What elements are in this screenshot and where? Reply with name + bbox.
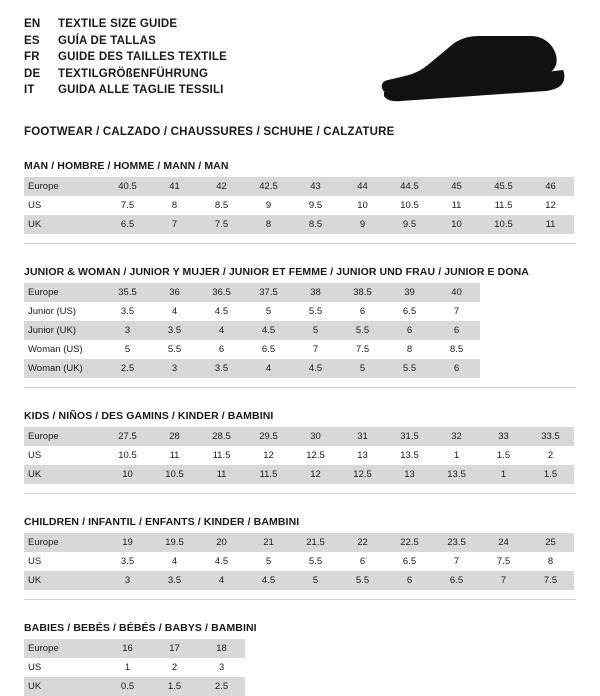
size-table-babies (24, 639, 245, 696)
cell: 12 (545, 200, 556, 211)
cell: 1 (453, 450, 460, 461)
cell: 11 (527, 215, 574, 234)
row-label: UK (24, 677, 104, 696)
cell: 13 (386, 465, 433, 484)
table-row (24, 283, 480, 302)
cell: 5 (292, 321, 339, 340)
divider (24, 387, 576, 388)
size-table-kids (24, 427, 574, 484)
cell: 18 (198, 639, 245, 658)
cell: 41 (151, 177, 198, 196)
cell: 5 (265, 556, 272, 567)
cell: 8.5 (449, 344, 464, 355)
cell: 10.5 (400, 200, 419, 211)
row-label: US (28, 556, 42, 567)
language-code: IT (24, 84, 35, 96)
cell: 10 (104, 465, 151, 484)
language-row (24, 16, 227, 33)
cell: 44.5 (386, 177, 433, 196)
cell: 13.5 (400, 450, 419, 461)
cell: 3 (218, 662, 225, 673)
cell: 6 (386, 571, 433, 590)
cell: 24 (480, 533, 527, 552)
size-table-children (24, 533, 574, 590)
cell: 6.5 (402, 556, 417, 567)
cell: 8 (406, 344, 413, 355)
table-row (24, 677, 245, 696)
row-label: Junior (UK) (24, 321, 104, 340)
table-row (24, 359, 480, 378)
language-title: GUIDE DES TAILLES TEXTILE (58, 51, 227, 63)
row-label: Europe (24, 283, 104, 302)
cell: 10.5 (151, 465, 198, 484)
row-label: Europe (24, 639, 104, 658)
dress-shoe-icon (381, 30, 566, 108)
language-code: ES (24, 34, 40, 47)
divider (24, 493, 576, 494)
cell: 12.5 (339, 465, 386, 484)
row-label: Woman (UK) (24, 359, 104, 378)
cell: 6.5 (433, 571, 480, 590)
cell: 4.5 (214, 306, 229, 317)
size-group-man (24, 160, 576, 244)
cell: 4.5 (245, 321, 292, 340)
cell: 16 (104, 639, 151, 658)
table-row (24, 340, 480, 359)
language-title: GUÍA DE TALLAS (58, 34, 156, 47)
table-row (24, 571, 574, 590)
cell: 13 (357, 450, 368, 461)
row-label: UK (24, 465, 104, 484)
cell: 7.5 (120, 200, 135, 211)
cell: 1.5 (151, 677, 198, 696)
cell: 4 (171, 556, 178, 567)
cell: 7 (453, 556, 460, 567)
cell: 3.5 (151, 321, 198, 340)
cell: 0.5 (104, 677, 151, 696)
table-row (24, 177, 574, 196)
cell: 36 (151, 283, 198, 302)
cell: 46 (527, 177, 574, 196)
cell: 5.5 (386, 359, 433, 378)
cell: 22 (339, 533, 386, 552)
cell: 5 (292, 571, 339, 590)
cell: 29.5 (245, 427, 292, 446)
size-table-man (24, 177, 574, 234)
cell: 40 (433, 283, 480, 302)
cell: 2 (171, 662, 178, 673)
size-group-children (24, 516, 576, 600)
cell: 2 (547, 450, 554, 461)
cell: 17 (151, 639, 198, 658)
size-group-babies (24, 622, 576, 696)
cell: 36.5 (198, 283, 245, 302)
cell: 11.5 (494, 200, 513, 211)
table-row (24, 446, 574, 465)
size-group-junior-woman (24, 266, 576, 388)
cell: 9.5 (386, 215, 433, 234)
cell: 11 (198, 465, 245, 484)
group-title: BABIES / BEBÉS / BÉBÉS / BABYS / BAMBINI (24, 622, 257, 634)
cell: 33.5 (527, 427, 574, 446)
table-row (24, 658, 245, 677)
cell: 27.5 (104, 427, 151, 446)
cell: 4 (171, 306, 178, 317)
cell: 4 (245, 359, 292, 378)
language-row (24, 66, 227, 83)
cell: 5.5 (339, 321, 386, 340)
cell: 4.5 (214, 556, 229, 567)
cell: 42.5 (245, 177, 292, 196)
cell: 4 (198, 321, 245, 340)
group-title: KIDS / NIÑOS / DES GAMINS / KINDER / BAMBINI (24, 410, 274, 422)
table-row (24, 215, 574, 234)
cell: 28.5 (198, 427, 245, 446)
row-label: Europe (24, 177, 104, 196)
cell: 21.5 (292, 533, 339, 552)
cell: 3.5 (120, 306, 135, 317)
cell: 13.5 (433, 465, 480, 484)
cell: 7.5 (496, 556, 511, 567)
size-table-junior-woman (24, 283, 480, 378)
page-title: FOOTWEAR / CALZADO / CHAUSSURES / SCHUHE / CALZATURE (24, 126, 395, 138)
cell: 9.5 (308, 200, 323, 211)
cell: 1.5 (527, 465, 574, 484)
cell: 5 (265, 306, 272, 317)
table-row (24, 196, 574, 215)
language-title: TEXTILGRÖßENFÜHRUNG (58, 67, 209, 80)
cell: 5 (124, 344, 131, 355)
cell: 6.5 (104, 215, 151, 234)
cell: 11 (451, 200, 462, 211)
group-title: CHILDREN / INFANTIL / ENFANTS / KINDER / BAMBINI (24, 516, 300, 528)
cell: 20 (198, 533, 245, 552)
cell: 31 (339, 427, 386, 446)
cell: 10 (433, 215, 480, 234)
cell: 7 (151, 215, 198, 234)
table-row (24, 302, 480, 321)
cell: 8 (171, 200, 178, 211)
cell: 5.5 (308, 556, 323, 567)
table-row (24, 427, 574, 446)
cell: 6 (433, 321, 480, 340)
cell: 10 (357, 200, 368, 211)
cell: 45 (433, 177, 480, 196)
language-row (24, 33, 227, 50)
cell: 37.5 (245, 283, 292, 302)
cell: 5.5 (339, 571, 386, 590)
cell: 21 (245, 533, 292, 552)
cell: 1 (480, 465, 527, 484)
cell: 1.5 (496, 450, 511, 461)
cell: 8 (245, 215, 292, 234)
cell: 3 (104, 571, 151, 590)
divider (24, 243, 576, 244)
size-group-kids (24, 410, 576, 494)
cell: 28 (151, 427, 198, 446)
cell: 8 (547, 556, 554, 567)
cell: 19 (104, 533, 151, 552)
cell: 7.5 (527, 571, 574, 590)
cell: 23.5 (433, 533, 480, 552)
row-label: US (28, 662, 42, 673)
group-title: JUNIOR & WOMAN / JUNIOR Y MUJER / JUNIOR ET FEMME / JUNIOR UND FRAU / JUNIOR E DONA (24, 266, 529, 278)
row-label: UK (24, 571, 104, 590)
cell: 4.5 (292, 359, 339, 378)
cell: 11 (169, 450, 180, 461)
language-title: GUIDA ALLE TAGLIE TESSILI (58, 84, 224, 96)
cell: 42 (198, 177, 245, 196)
cell: 10.5 (480, 215, 527, 234)
cell: 6.5 (402, 306, 417, 317)
cell: 22.5 (386, 533, 433, 552)
row-label: Junior (US) (28, 306, 77, 317)
language-title: TEXTILE SIZE GUIDE (58, 18, 178, 30)
cell: 32 (433, 427, 480, 446)
cell: 2.5 (198, 677, 245, 696)
cell: 11.5 (212, 450, 231, 461)
cell: 43 (292, 177, 339, 196)
cell: 9 (265, 200, 272, 211)
cell: 6 (218, 344, 225, 355)
cell: 9 (339, 215, 386, 234)
cell: 7 (453, 306, 460, 317)
row-label: UK (24, 215, 104, 234)
cell: 30 (292, 427, 339, 446)
cell: 7.5 (198, 215, 245, 234)
cell: 38 (292, 283, 339, 302)
cell: 5 (339, 359, 386, 378)
cell: 7.5 (355, 344, 370, 355)
row-label: Woman (US) (28, 344, 83, 355)
language-row (24, 82, 227, 99)
cell: 6 (433, 359, 480, 378)
cell: 35.5 (104, 283, 151, 302)
cell: 5.5 (167, 344, 182, 355)
cell: 4 (198, 571, 245, 590)
language-code: DE (24, 67, 41, 80)
cell: 5.5 (308, 306, 323, 317)
cell: 2.5 (104, 359, 151, 378)
language-row (24, 49, 227, 66)
row-label: Europe (24, 427, 104, 446)
cell: 39 (386, 283, 433, 302)
cell: 12 (292, 465, 339, 484)
cell: 44 (339, 177, 386, 196)
cell: 38.5 (339, 283, 386, 302)
table-row (24, 465, 574, 484)
cell: 11.5 (245, 465, 292, 484)
cell: 45.5 (480, 177, 527, 196)
row-label: US (28, 450, 42, 461)
cell: 6 (359, 306, 366, 317)
cell: 3 (104, 321, 151, 340)
table-row (24, 321, 480, 340)
cell: 6.5 (261, 344, 276, 355)
cell: 1 (124, 662, 131, 673)
cell: 4.5 (245, 571, 292, 590)
row-label: US (28, 200, 42, 211)
table-row (24, 552, 574, 571)
cell: 6 (386, 321, 433, 340)
language-code: FR (24, 51, 40, 63)
table-row (24, 533, 574, 552)
cell: 7 (480, 571, 527, 590)
cell: 3.5 (198, 359, 245, 378)
cell: 12.5 (306, 450, 325, 461)
cell: 33 (480, 427, 527, 446)
cell: 3.5 (151, 571, 198, 590)
page-header (24, 16, 576, 108)
cell: 6 (359, 556, 366, 567)
cell: 25 (527, 533, 574, 552)
cell: 8.5 (292, 215, 339, 234)
cell: 8.5 (214, 200, 229, 211)
language-title-list (24, 16, 227, 99)
cell: 10.5 (118, 450, 137, 461)
cell: 19.5 (151, 533, 198, 552)
cell: 3.5 (120, 556, 135, 567)
row-label: Europe (24, 533, 104, 552)
cell: 7 (312, 344, 319, 355)
group-title: MAN / HOMBRE / HOMME / MANN / MAN (24, 160, 229, 172)
cell: 12 (263, 450, 274, 461)
cell: 3 (151, 359, 198, 378)
language-code: EN (24, 18, 41, 30)
cell: 31.5 (386, 427, 433, 446)
table-row (24, 639, 245, 658)
cell: 40.5 (104, 177, 151, 196)
